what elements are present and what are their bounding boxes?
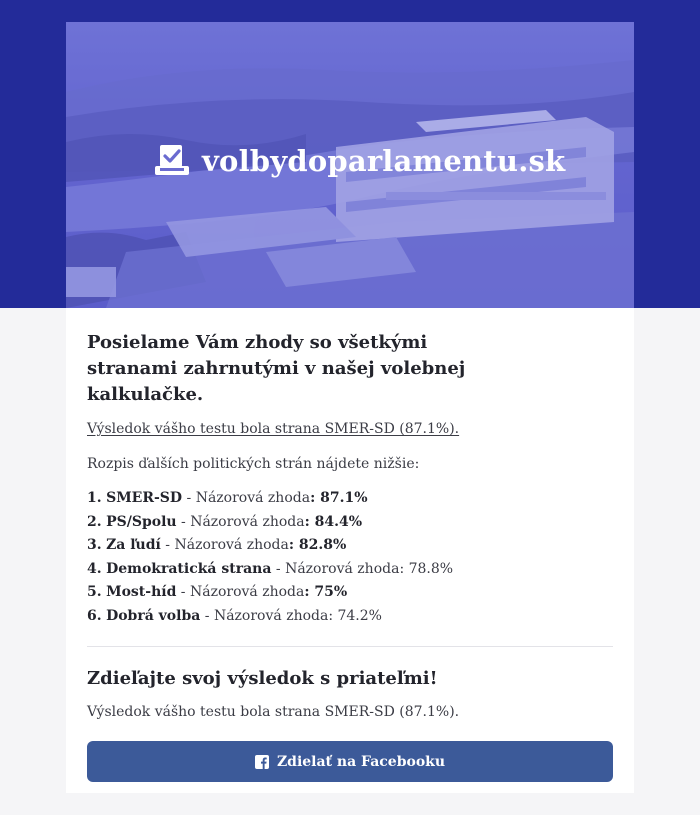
party-row-6 — [87, 605, 613, 629]
match-percent: : 87.1% — [310, 490, 368, 506]
party-rank: 2. — [87, 513, 102, 530]
party-name: PS/Spolu — [106, 513, 177, 530]
match-label: - Názorová zhoda — [182, 490, 311, 506]
party-rank: 6. — [87, 607, 102, 624]
brand-name: volbydoparlamentu.sk — [202, 144, 566, 178]
result-link[interactable]: Výsledok vášho testu bola strana SMER-SD (87.1%). — [87, 421, 460, 437]
match-percent: : 82.8% — [288, 537, 347, 553]
match-percent: : 75% — [304, 584, 348, 600]
party-rank: 1. — [87, 490, 102, 506]
party-row-2 — [87, 511, 613, 535]
email-body — [66, 308, 634, 782]
party-rank: 3. — [87, 537, 102, 553]
party-rank: 4. — [87, 560, 102, 577]
match-label: - Názorová zhoda — [271, 560, 400, 577]
match-percent: : 74.2% — [328, 607, 382, 624]
party-row-4 — [87, 558, 613, 582]
parties-intro: Rozpis ďalších politických strán nájdete nižšie: — [87, 456, 420, 472]
match-percent: : 84.4% — [304, 513, 363, 530]
brand-logo[interactable] — [154, 144, 565, 178]
party-match-list — [87, 487, 613, 628]
party-name: Za ľudí — [106, 537, 161, 553]
party-name: SMER-SD — [106, 490, 183, 506]
party-rank: 5. — [87, 584, 102, 600]
match-label: - Názorová zhoda — [160, 537, 289, 553]
share-facebook-button[interactable] — [87, 741, 613, 782]
party-row-1 — [87, 487, 613, 511]
party-name: Dobrá volba — [106, 607, 201, 624]
party-name: Most-híd — [106, 584, 177, 600]
divider — [87, 646, 613, 647]
match-label: - Názorová zhoda — [176, 513, 305, 530]
share-facebook-label: Zdielať na Facebooku — [276, 753, 446, 770]
match-percent: : 78.8% — [399, 560, 454, 577]
ballot-check-icon — [154, 144, 194, 178]
match-label: - Názorová zhoda — [200, 607, 329, 624]
share-text: Výsledok vášho testu bola strana SMER-SD (87.1%). — [87, 704, 460, 720]
party-name: Demokratická strana — [106, 560, 272, 577]
facebook-icon — [255, 755, 269, 769]
party-row-3 — [87, 534, 613, 558]
share-title: Zdieľajte svoj výsledok s priateľmi! — [87, 668, 438, 689]
email-card — [66, 22, 634, 793]
headline: Posielame Vám zhody so všetkými stranami zahrnutými v našej volebnej kalkulačke. — [87, 332, 466, 405]
match-label: - Názorová zhoda — [176, 584, 305, 600]
party-row-5 — [87, 581, 613, 605]
hero-banner — [66, 22, 634, 308]
